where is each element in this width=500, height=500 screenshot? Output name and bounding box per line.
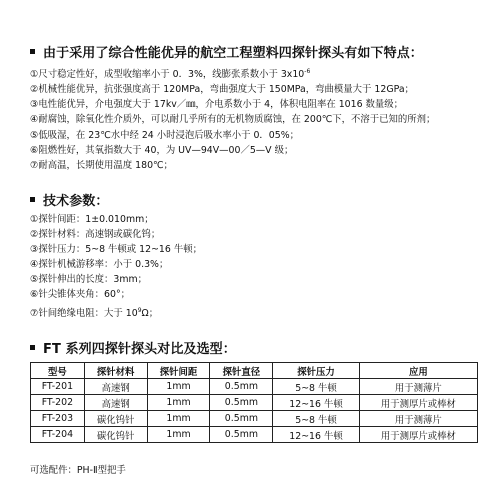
table-row <box>31 427 478 443</box>
table-header-cell: 探针材料 <box>84 363 147 379</box>
section-features-title: 由于采用了综合性能优异的航空工程塑料四探针探头有如下特点： <box>43 46 423 61</box>
table-header-cell: 探针直径 <box>210 363 273 379</box>
spec-item: ③探针压力：5~8 牛顿或 12~16 牛顿； <box>30 244 202 256</box>
table-cell: 12~16 牛顿 <box>273 427 359 443</box>
table-cell: 12~16 牛顿 <box>273 395 359 411</box>
bullet-icon <box>30 345 35 350</box>
table-cell: FT-202 <box>31 395 85 411</box>
optional-accessories-note: 可选配件：PH-Ⅱ型把手 <box>30 465 126 476</box>
table-cell: 用于测厚片或棒材 <box>359 395 477 411</box>
section-comparison-heading <box>30 338 236 357</box>
table-cell: 高速钢 <box>84 395 147 411</box>
feature-item: ⑦耐高温，长期使用温度 180℃； <box>30 159 173 171</box>
section-features-heading <box>30 42 423 61</box>
specs-list <box>30 212 480 321</box>
table-cell: 高速钢 <box>84 379 147 395</box>
table-cell: 1mm <box>147 395 210 411</box>
bullet-icon <box>30 49 35 54</box>
feature-item: ③电性能优异，介电强度大于 17kv／㎜，介电系数小于 4，体积电阻率在 1016 数量级； <box>30 99 404 111</box>
table-cell: 1mm <box>147 427 210 443</box>
table-cell: 1mm <box>147 411 210 427</box>
spec-item <box>30 303 480 321</box>
table-cell: 0.5mm <box>210 427 273 443</box>
feature-item: ⑤低吸湿，在 23℃水中经 24 小时浸泡后吸水率小于 0．05%； <box>30 129 300 141</box>
table-cell: 0.5mm <box>210 379 273 395</box>
comparison-table <box>30 362 478 443</box>
table-cell: 0.5mm <box>210 411 273 427</box>
table-header-row <box>31 363 478 379</box>
spec-item-suffix: Ω； <box>141 307 159 319</box>
spec-item: ⑤探针伸出的长度：3mm； <box>30 274 148 286</box>
section-specs-heading <box>30 190 109 209</box>
feature-item: ②机械性能优异，抗张强度高于 120MPa，弯曲强度大于 150MPa，弯曲模量大于 12GPa； <box>30 84 414 96</box>
table-cell: 0.5mm <box>210 395 273 411</box>
table-cell: FT-201 <box>31 379 85 395</box>
table-cell: 用于测薄片 <box>359 379 477 395</box>
table-row <box>31 395 478 411</box>
table-cell: 5~8 牛顿 <box>273 379 359 395</box>
table-cell: FT-203 <box>31 411 85 427</box>
feature-item-text: ①尺寸稳定性好，成型收缩率小于 0．3%，线膨张系数小于 3x10 <box>30 69 305 81</box>
section-specs-title: 技术参数： <box>43 194 109 209</box>
table-cell: FT-204 <box>31 427 85 443</box>
table-header-cell: 应用 <box>359 363 477 379</box>
table-cell: 碳化钨针 <box>84 427 147 443</box>
spec-item-superscript: 9 <box>137 306 142 314</box>
spec-item-text: ⑦针间绝缘电阻：大于 10 <box>30 307 138 319</box>
features-list <box>30 64 480 173</box>
table-cell: 用于测薄片 <box>359 411 477 427</box>
table-header-cell: 型号 <box>31 363 85 379</box>
table-cell: 碳化钨针 <box>84 411 147 427</box>
spec-item: ④探针机械游移率：小于 0.3%； <box>30 259 169 271</box>
spec-item: ⑥针尖锥体夹角：60°； <box>30 289 131 301</box>
table-header-cell: 探针间距 <box>147 363 210 379</box>
table-row <box>31 411 478 427</box>
feature-item <box>30 64 480 82</box>
feature-item: ⑥阻燃性好，其氧指数大于 40，为 UV—94V—00／5—V 级； <box>30 144 294 156</box>
section-comparison-title: FT 系列四探针探头对比及选型： <box>43 342 236 357</box>
bullet-icon <box>30 197 35 202</box>
spec-item: ②探针材料：高速钢或碳化钨； <box>30 229 161 241</box>
table-cell: 用于测厚片或棒材 <box>359 427 477 443</box>
feature-item-superscript: -6 <box>304 68 311 75</box>
spec-item: ①探针间距：1±0.010mm； <box>30 214 154 225</box>
feature-item: ④耐腐蚀，除氧化性介质外，可以耐几乎所有的无机物质腐蚀，在 200℃下，不溶于已知的所剂； <box>30 114 436 126</box>
table-cell: 5~8 牛顿 <box>273 411 359 427</box>
table-header-cell: 探针压力 <box>273 363 359 379</box>
table-cell: 1mm <box>147 379 210 395</box>
table-row <box>31 379 478 395</box>
